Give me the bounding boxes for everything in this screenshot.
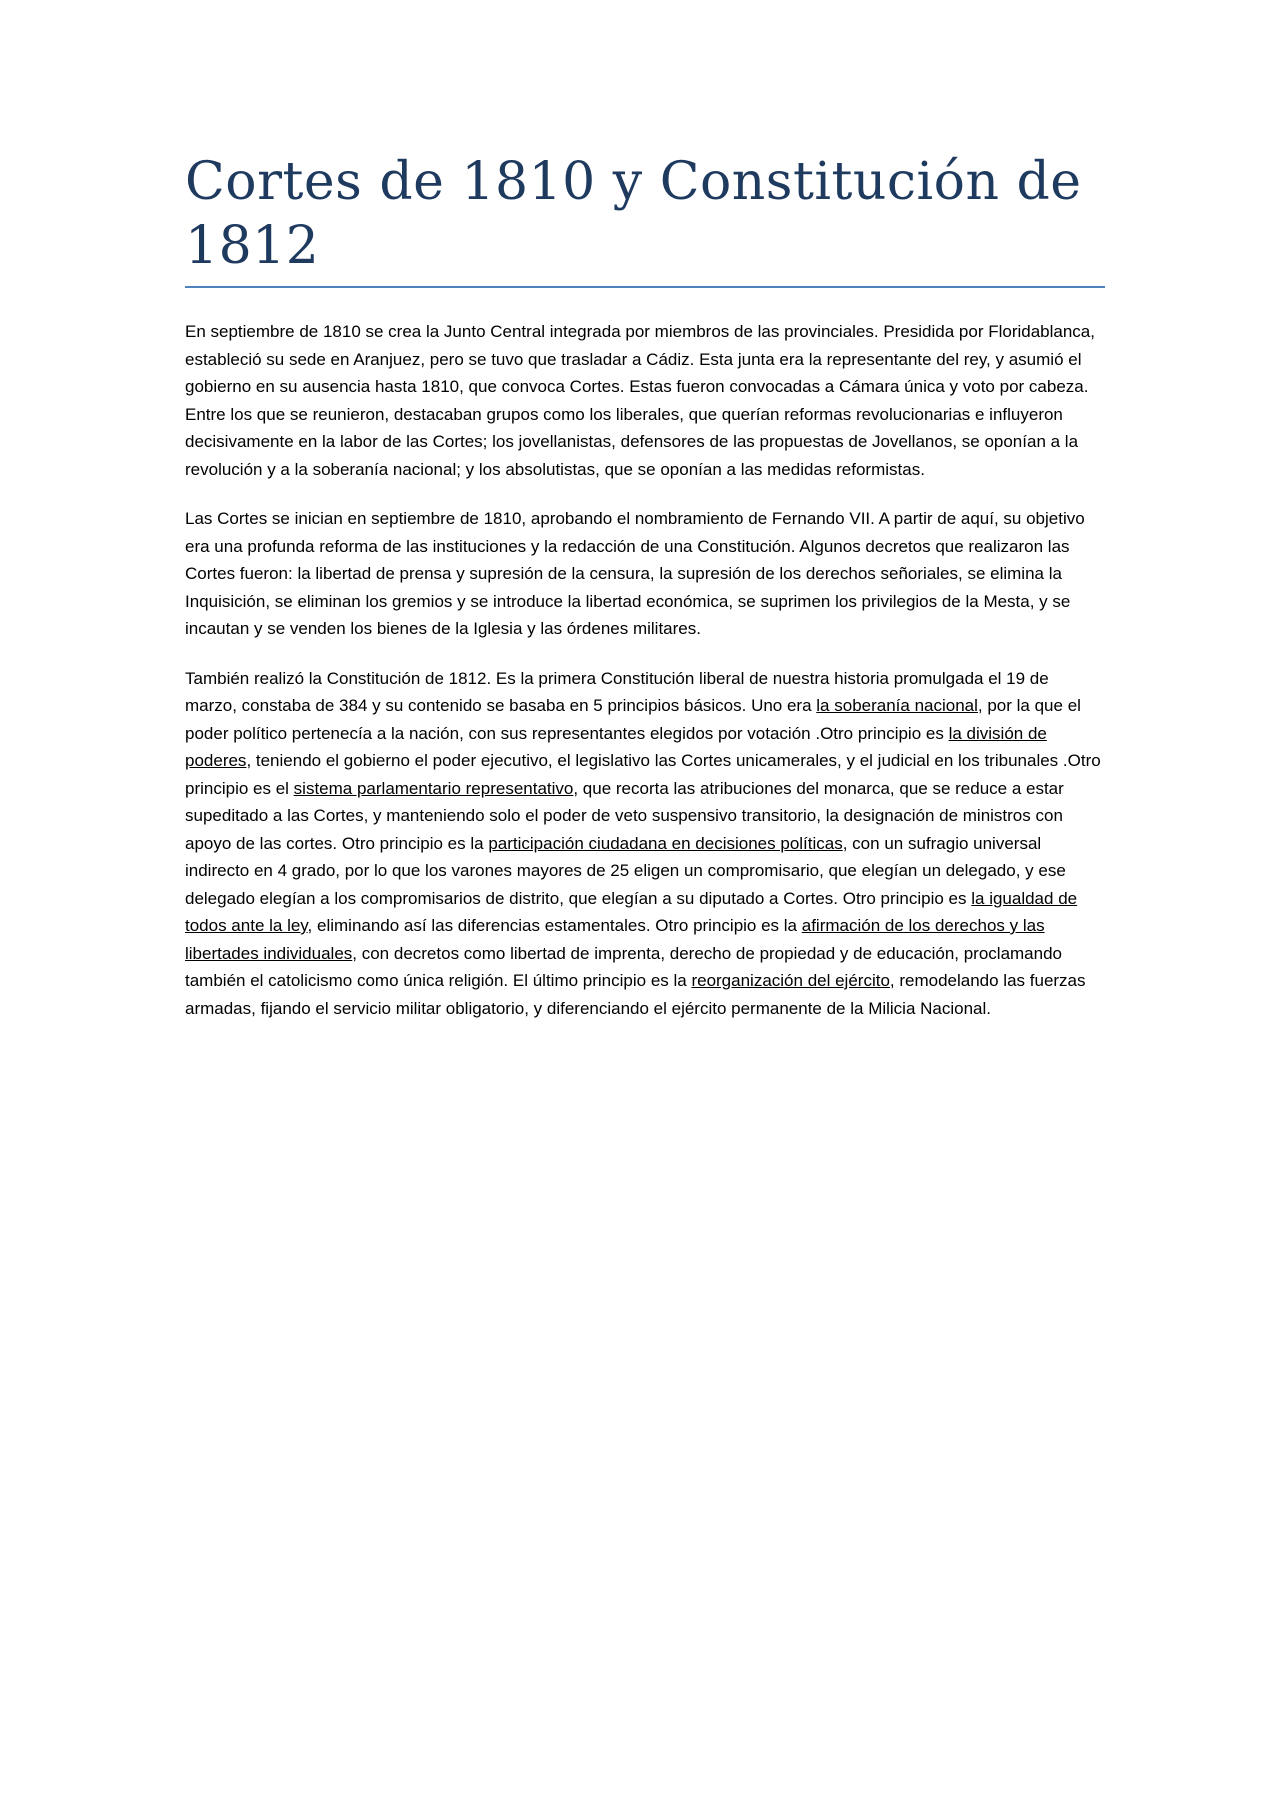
paragraph-constitucion-1812 — [185, 665, 1105, 1023]
text-segment: También realizó la Constitución de 1812. Es la primera Constitución liberal de nuestra historia promulgada el 19 de marzo, constaba de 384 y su contenido se basaba en 5 principios básicos. Uno era — [185, 668, 1049, 715]
text-segment: , por la que el poder político pertenecía a la nación, con sus representantes elegidos por votación .Otro principio es — [185, 696, 1081, 743]
text-segment: , que recorta las atribuciones del monarca, que se reduce a estar supeditado a las Cortes, y manteniendo solo el poder de veto suspensivo transitorio, la designación de ministros con apoyo de las cortes. Otro principio es la — [185, 778, 1064, 853]
text-segment: , teniendo el gobierno el poder ejecutivo, el legislativo las Cortes unicamerales, y el judicial en los tribunales .Otro principio es el — [185, 751, 1101, 798]
underlined-term-soberania: la soberanía nacional — [816, 696, 978, 715]
underlined-term-ejercito: reorganización del ejército — [691, 971, 890, 990]
underlined-term-igualdad: la igualdad de todos ante la ley — [185, 888, 1078, 935]
underlined-term-division-poderes: la división de poderes — [185, 723, 1047, 770]
document-page — [185, 150, 1105, 1044]
title-underline-rule — [185, 286, 1105, 288]
text-segment: , eliminando así las diferencias estamentales. Otro principio es la — [307, 916, 802, 935]
underlined-term-participacion: participación ciudadana en decisiones políticas — [488, 833, 843, 853]
text-segment: , remodelando las fuerzas armadas, fijando el servicio militar obligatorio, y diferenciando el ejército permanente de la Milicia Nacional. — [185, 971, 1086, 1018]
underlined-term-sistema-parlamentario: sistema parlamentario representativo — [293, 778, 574, 798]
paragraph-cortes-decretos: Las Cortes se inician en septiembre de 1810, aprobando el nombramiento de Fernando VII. A partir de aquí, su objetivo era una profunda reforma de las instituciones y la redacción de una Constitución. Algunos decretos que realizaron las Cortes fueron: la libertad de prensa y supresión de la censura, la supresión de los derechos señoriales, se elimina la Inquisición, se eliminan los gremios y se introduce la libertad económica, se suprimen los privilegios de la Mesta, y se incautan y se venden los bienes de la Iglesia y las órdenes militares. — [185, 509, 1085, 638]
underlined-term-derechos: afirmación de los derechos y las libertades individuales — [185, 916, 1045, 963]
document-title: Cortes de 1810 y Constitución de 1812 — [185, 152, 1082, 276]
text-segment: , con un sufragio universal indirecto en 4 grado, por lo que los varones mayores de 25 eligen un compromisario, que elegían un delegado, y ese delegado elegían a los compromisarios de distrito, que elegían a su diputado a Cortes. Otro principio es — [185, 833, 1066, 908]
paragraph-junta-central: En septiembre de 1810 se crea la Junto Central integrada por miembros de las provinciales. Presidida por Floridablanca, estableció su sede en Aranjuez, pero se tuvo que trasladar a Cádiz. Esta junta era la representante del rey, y asumió el gobierno en su ausencia hasta 1810, que convoca Cortes. Estas fueron convocadas a Cámara única y voto por cabeza. Entre los que se reunieron, destacaban grupos como los liberales, que querían reformas revolucionarias e influyeron decisivamente en la labor de las Cortes; los jovellanistas, defensores de las propuestas de Jovellanos, se oponían a la revolución y a la soberanía nacional; y los absolutistas, que se oponían a las medidas reformistas. — [185, 322, 1095, 479]
text-segment: , con decretos como libertad de imprenta, derecho de propiedad y de educación, proclamando también el catolicismo como única religión. El último principio es la — [185, 943, 1062, 990]
